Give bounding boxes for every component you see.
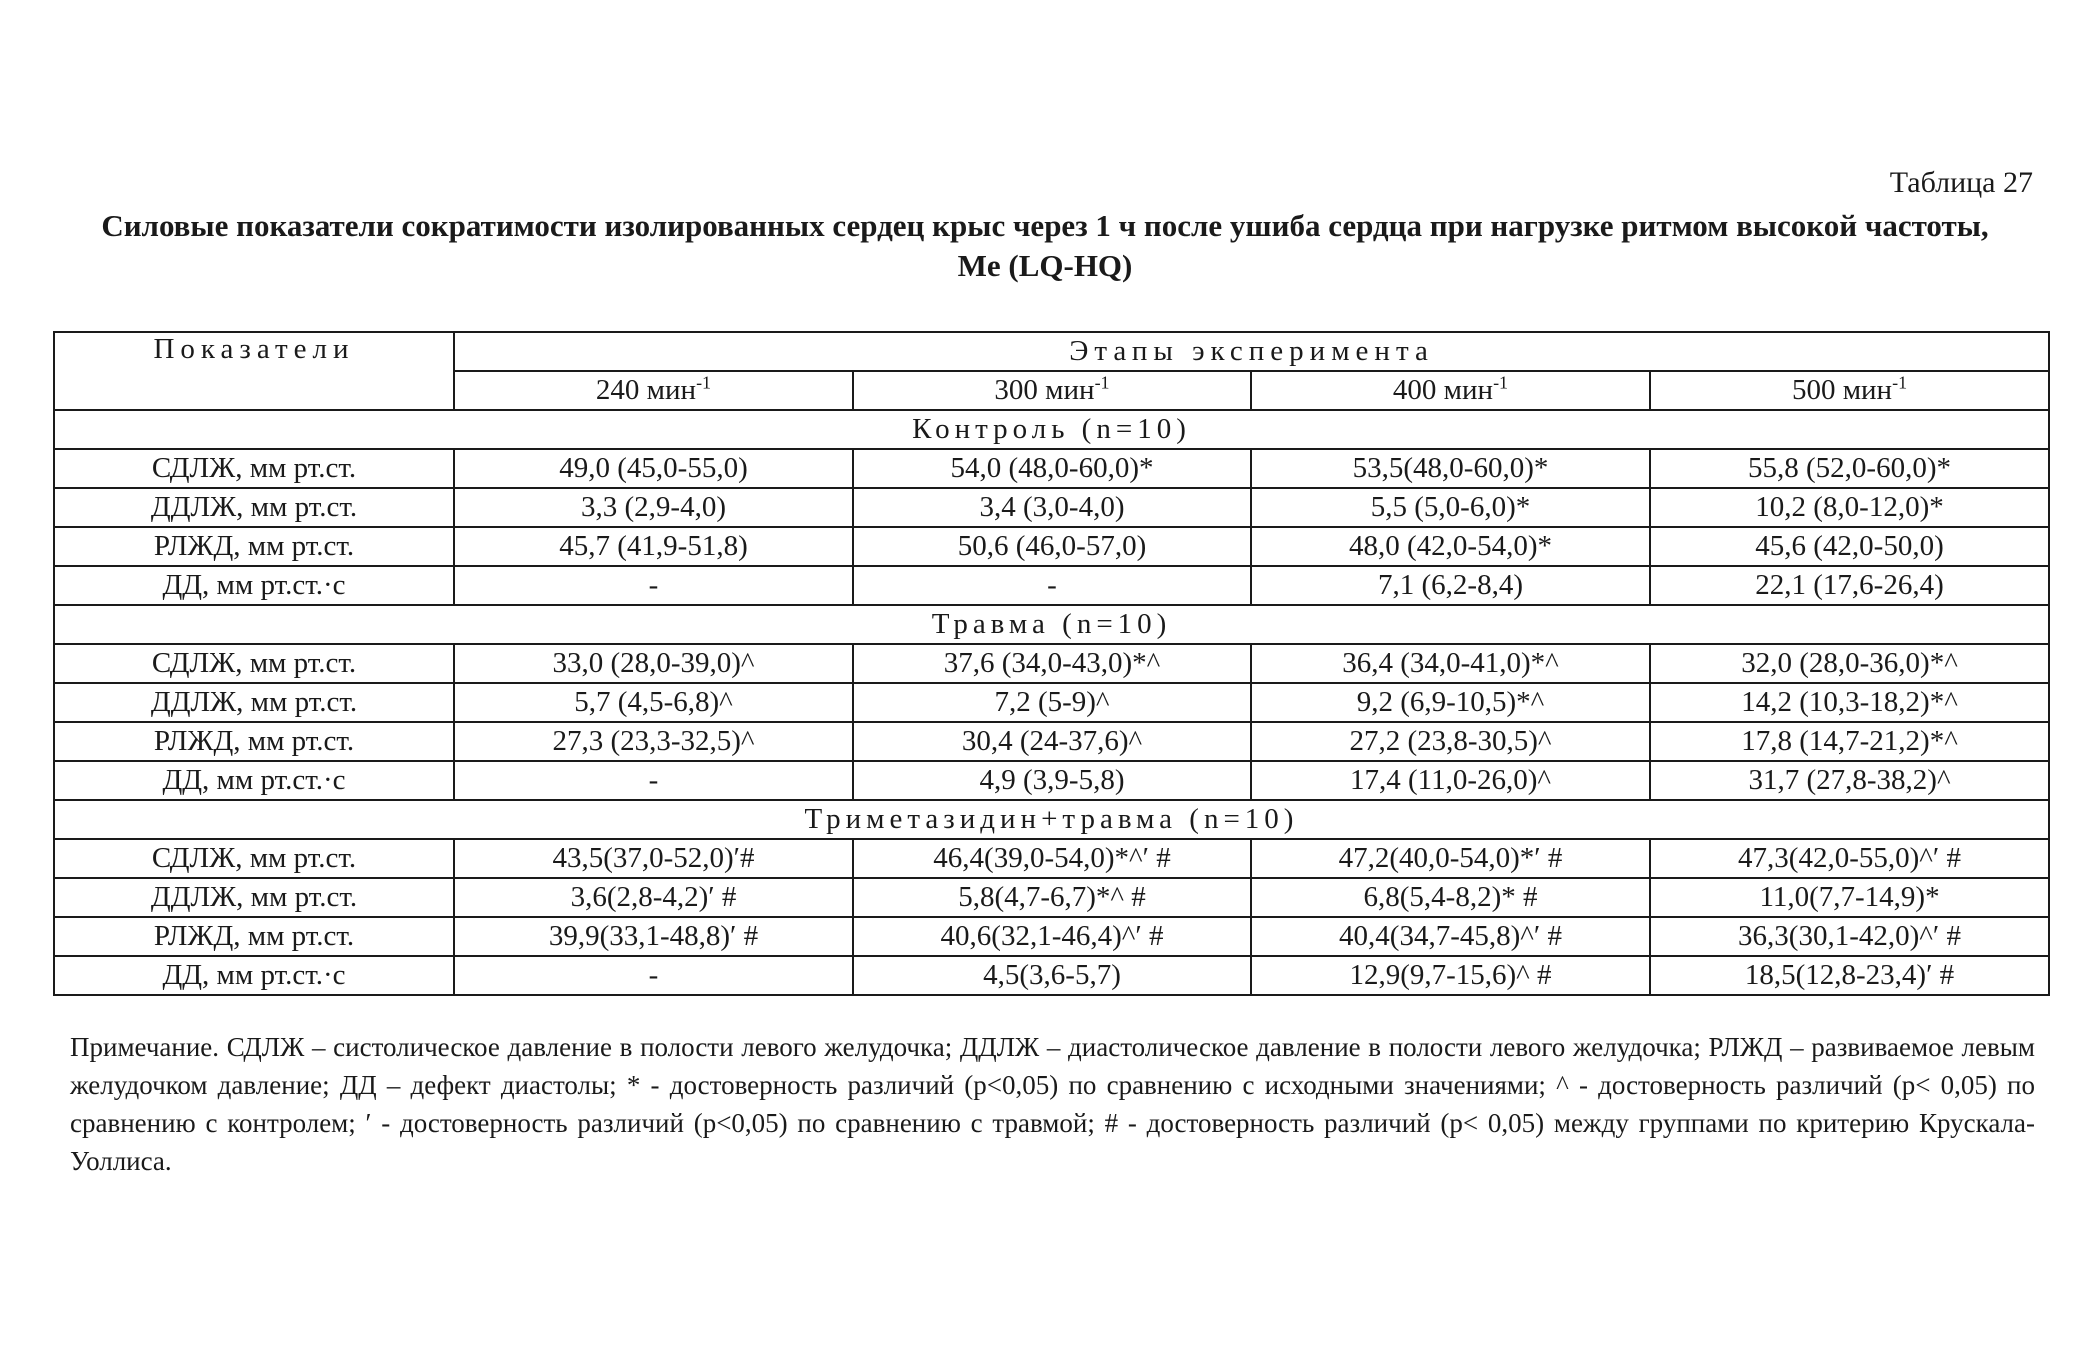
table-row: [54, 527, 2049, 566]
table-cell: 9,2 (6,9-10,5)*^: [1251, 683, 1650, 722]
table-cell: 40,4(34,7-45,8)^′ #: [1251, 917, 1650, 956]
group-title: Травма (n=10): [54, 605, 2049, 644]
header-col-value: 300 мин: [994, 374, 1095, 406]
table-cell: 6,8(5,4-8,2)* #: [1251, 878, 1650, 917]
table-cell: 4,9 (3,9-5,8): [853, 761, 1251, 800]
row-label: ДДЛЖ, мм рт.ст.: [54, 683, 454, 722]
table-note: Примечание. СДЛЖ – систолическое давление в полости левого желудочка; ДДЛЖ – диастолическое давление в полости левого желудочка; РЛЖД – развиваемое левым желудочком давление; ДД – дефект диастолы; * - достоверность различий (р<0,05) по сравнению с исходными значениями; ^ - достоверность различий (р< 0,05) по сравнению с контролем; ′ - достоверность различий (р<0,05) по сравнению с травмой; # - достоверность различий (р< 0,05) между группами по критерию Крускала-Уоллиса.: [70, 1032, 2035, 1176]
table-cell: -: [454, 761, 853, 800]
table-cell: 22,1 (17,6-26,4): [1650, 566, 2049, 605]
table-cell: 11,0(7,7-14,9)*: [1650, 878, 2049, 917]
group-row: [54, 605, 2049, 644]
header-col-300: [853, 371, 1251, 410]
table-body: [54, 332, 2049, 995]
table-row: [54, 917, 2049, 956]
group-row: [54, 410, 2049, 449]
table-cell: -: [454, 566, 853, 605]
table-cell: 3,6(2,8-4,2)′ #: [454, 878, 853, 917]
table-cell: 7,1 (6,2-8,4): [1251, 566, 1650, 605]
table-cell: -: [853, 566, 1251, 605]
header-col-sup: -1: [1493, 372, 1509, 393]
header-col-value: 400 мин: [1392, 374, 1494, 406]
table-row: [54, 683, 2049, 722]
table-cell: 33,0 (28,0-39,0)^: [454, 644, 853, 683]
table-cell: 39,9(33,1-48,8)′ #: [454, 917, 853, 956]
row-label: ДДЛЖ, мм рт.ст.: [54, 878, 454, 917]
table-cell: 46,4(39,0-54,0)*^′ #: [853, 839, 1251, 878]
table-cell: 17,4 (11,0-26,0)^: [1251, 761, 1650, 800]
table-row: [54, 566, 2049, 605]
table-row: [54, 722, 2049, 761]
table-cell: 36,3(30,1-42,0)^′ #: [1650, 917, 2049, 956]
header-col-sup: -1: [696, 372, 712, 393]
table-cell: 36,4 (34,0-41,0)*^: [1251, 644, 1650, 683]
table-cell: 10,2 (8,0-12,0)*: [1650, 488, 2049, 527]
table-cell: 45,6 (42,0-50,0): [1650, 527, 2049, 566]
header-col-240: [454, 371, 853, 410]
table-cell: 18,5(12,8-23,4)′ #: [1650, 956, 2049, 995]
table-cell: 12,9(9,7-15,6)^ #: [1251, 956, 1650, 995]
header-stages: Этапы эксперимента: [454, 332, 2049, 371]
table-row: [54, 761, 2049, 800]
row-label: ДД, мм рт.ст.·с: [54, 956, 454, 995]
table-cell: 54,0 (48,0-60,0)*: [853, 449, 1251, 488]
table-cell: 3,4 (3,0-4,0): [853, 488, 1251, 527]
table-cell: 7,2 (5-9)^: [853, 683, 1251, 722]
table-cell: 47,2(40,0-54,0)*′ #: [1251, 839, 1650, 878]
group-row: [54, 800, 2049, 839]
table-cell: 32,0 (28,0-36,0)*^: [1650, 644, 2049, 683]
table-row: [54, 956, 2049, 995]
group-title: Контроль (n=10): [54, 410, 2049, 449]
table-cell: 53,5(48,0-60,0)*: [1251, 449, 1650, 488]
table-cell: 17,8 (14,7-21,2)*^: [1650, 722, 2049, 761]
header-col-sup: -1: [1892, 372, 1908, 393]
table-cell: 4,5(3,6-5,7): [853, 956, 1251, 995]
table-row: [54, 878, 2049, 917]
row-label: ДДЛЖ, мм рт.ст.: [54, 488, 454, 527]
group-title: Триметазидин+травма (n=10): [54, 800, 2049, 839]
table-number: Таблица 27: [1889, 166, 2033, 199]
header-col-value: 500 мин: [1791, 374, 1893, 406]
table-cell: 55,8 (52,0-60,0)*: [1650, 449, 2049, 488]
header-col-400: [1251, 371, 1650, 410]
table-cell: 27,3 (23,3-32,5)^: [454, 722, 853, 761]
row-label: СДЛЖ, мм рт.ст.: [54, 644, 454, 683]
row-label: РЛЖД, мм рт.ст.: [54, 917, 454, 956]
table-row: [54, 449, 2049, 488]
table-cell: 14,2 (10,3-18,2)*^: [1650, 683, 2049, 722]
row-label: ДД, мм рт.ст.·с: [54, 566, 454, 605]
table-cell: 30,4 (24-37,6)^: [853, 722, 1251, 761]
data-table: [53, 331, 2050, 996]
table-cell: 5,8(4,7-6,7)*^ #: [853, 878, 1251, 917]
table-row: [54, 488, 2049, 527]
table-cell: 31,7 (27,8-38,2)^: [1650, 761, 2049, 800]
row-label: ДД, мм рт.ст.·с: [54, 761, 454, 800]
table-row: [54, 644, 2049, 683]
header-col-500: [1650, 371, 2049, 410]
table-cell: 47,3(42,0-55,0)^′ #: [1650, 839, 2049, 878]
header-row-top: [54, 332, 2049, 371]
table-cell: 5,7 (4,5-6,8)^: [454, 683, 853, 722]
table-cell: 40,6(32,1-46,4)^′ #: [853, 917, 1251, 956]
row-label: РЛЖД, мм рт.ст.: [54, 722, 454, 761]
table-cell: 3,3 (2,9-4,0): [454, 488, 853, 527]
table-cell: 50,6 (46,0-57,0): [853, 527, 1251, 566]
table-cell: 27,2 (23,8-30,5)^: [1251, 722, 1650, 761]
header-col-value: 240 мин: [595, 374, 697, 406]
table-cell: 37,6 (34,0-43,0)*^: [853, 644, 1251, 683]
table-row: [54, 839, 2049, 878]
table-cell: -: [454, 956, 853, 995]
header-indicators: Показатели: [54, 332, 454, 410]
row-label: СДЛЖ, мм рт.ст.: [54, 449, 454, 488]
table-cell: 5,5 (5,0-6,0)*: [1251, 488, 1650, 527]
row-label: СДЛЖ, мм рт.ст.: [54, 839, 454, 878]
row-label: РЛЖД, мм рт.ст.: [54, 527, 454, 566]
table-cell: 49,0 (45,0-55,0): [454, 449, 853, 488]
header-col-sup: -1: [1094, 372, 1110, 393]
table-cell: 45,7 (41,9-51,8): [454, 527, 853, 566]
table-cell: 48,0 (42,0-54,0)*: [1251, 527, 1650, 566]
table-title: Силовые показатели сократимости изолированных сердец крыс через 1 ч после ушиба сердца при нагрузке ритмом высокой частоты, Me (LQ-HQ): [101, 208, 1989, 283]
table-cell: 43,5(37,0-52,0)′#: [454, 839, 853, 878]
